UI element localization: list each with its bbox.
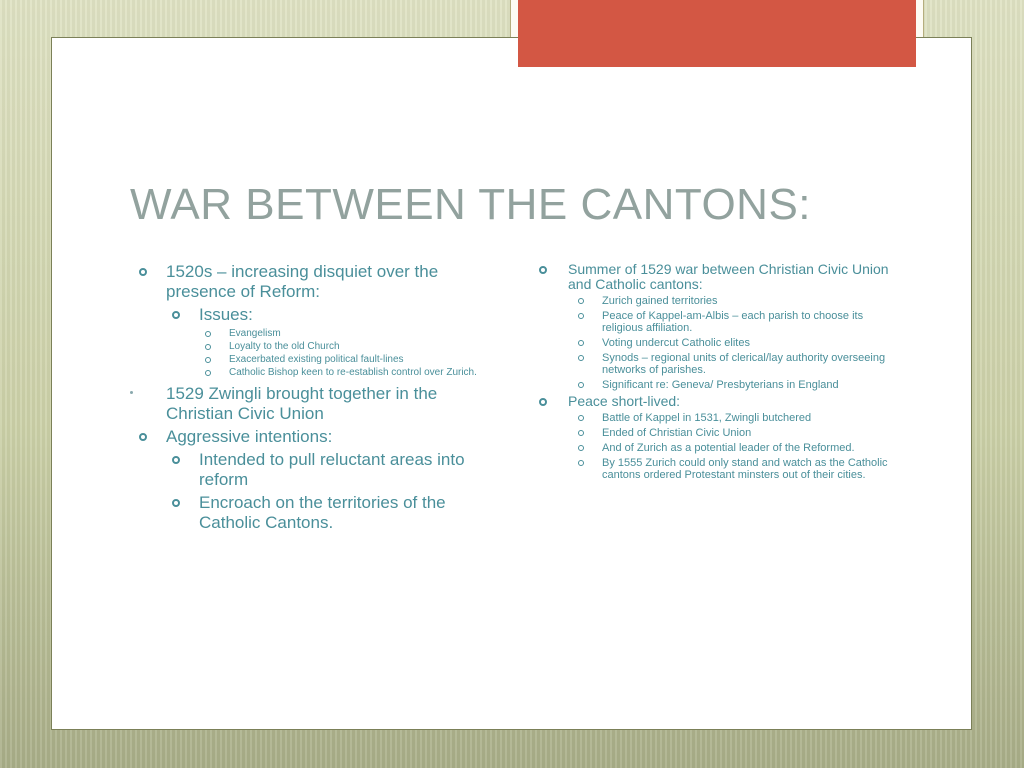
sub-bullet-item bbox=[536, 427, 896, 439]
sub-bullet-item bbox=[536, 442, 896, 454]
right-bullet-column bbox=[536, 262, 896, 484]
title-accent-bar bbox=[518, 0, 916, 67]
bullet-item bbox=[536, 394, 896, 409]
sub-sub-bullet-item bbox=[130, 367, 490, 378]
sub-bullet-item bbox=[536, 352, 896, 376]
bullet-text: Peace short-lived: bbox=[568, 393, 681, 409]
sub-bullet-item bbox=[536, 457, 896, 481]
ring-bullet-icon bbox=[539, 266, 547, 274]
bullet-item bbox=[130, 384, 490, 424]
bullet-text: Exacerbated existing political fault-lines bbox=[229, 354, 404, 365]
bullet-text: And of Zurich as a potential leader of the Reformed. bbox=[602, 442, 855, 454]
bullet-text: Intended to pull reluctant areas into reform bbox=[199, 450, 465, 489]
sub-sub-bullet-item bbox=[130, 354, 490, 365]
ring-bullet-icon bbox=[172, 499, 180, 507]
ring-bullet-icon bbox=[539, 398, 547, 406]
ring-bullet-icon bbox=[578, 313, 584, 319]
sub-bullet-item bbox=[130, 305, 490, 325]
bullet-text: Voting undercut Catholic elites bbox=[602, 337, 750, 349]
bullet-text: 1520s – increasing disquiet over the presence of Reform: bbox=[166, 262, 439, 301]
bullet-text: Summer of 1529 war between Christian Civic Union and Catholic cantons: bbox=[568, 261, 889, 292]
sub-sub-bullet-item bbox=[130, 328, 490, 339]
bullet-text: Synods – regional units of clerical/lay authority overseeing networks of parishes. bbox=[602, 352, 886, 376]
bullet-text: 1529 Zwingli brought together in the Christian Civic Union bbox=[166, 384, 438, 423]
ring-bullet-icon bbox=[205, 331, 211, 337]
bullet-text: Peace of Kappel-am-Albis – each parish to choose its religious affiliation. bbox=[602, 310, 864, 334]
left-bullet-column bbox=[130, 262, 490, 536]
ring-bullet-icon bbox=[139, 268, 147, 276]
bullet-text: Ended of Christian Civic Union bbox=[602, 427, 752, 439]
ring-bullet-icon bbox=[578, 460, 584, 466]
bullet-text: Catholic Bishop keen to re-establish control over Zurich. bbox=[229, 367, 477, 378]
ring-bullet-icon bbox=[578, 445, 584, 451]
ring-bullet-icon bbox=[578, 298, 584, 304]
bullet-text: Aggressive intentions: bbox=[166, 427, 333, 446]
sub-bullet-item bbox=[130, 493, 490, 533]
ring-bullet-icon bbox=[205, 357, 211, 363]
sub-bullet-item bbox=[536, 412, 896, 424]
sub-bullet-item bbox=[536, 295, 896, 307]
sub-bullet-item bbox=[130, 450, 490, 490]
ring-bullet-icon bbox=[205, 344, 211, 350]
bullet-text: Loyalty to the old Church bbox=[229, 341, 340, 352]
ring-bullet-icon bbox=[172, 311, 180, 319]
bullet-text: Battle of Kappel in 1531, Zwingli butchered bbox=[602, 412, 812, 424]
bullet-item bbox=[536, 262, 896, 292]
ring-bullet-icon bbox=[578, 430, 584, 436]
ring-bullet-icon bbox=[139, 433, 147, 441]
bullet-text: Significant re: Geneva/ Presbyterians in England bbox=[602, 379, 839, 391]
dot-bullet-icon bbox=[130, 391, 133, 394]
bullet-text: By 1555 Zurich could only stand and watch as the Catholic cantons ordered Protestant minsters out of their cities. bbox=[602, 457, 888, 481]
bullet-text: Issues: bbox=[199, 305, 253, 324]
ring-bullet-icon bbox=[578, 340, 584, 346]
slide-title: WAR BETWEEN THE CANTONS: bbox=[130, 180, 812, 229]
ring-bullet-icon bbox=[578, 415, 584, 421]
sub-bullet-item bbox=[536, 337, 896, 349]
sub-bullet-item bbox=[536, 310, 896, 334]
bullet-text: Zurich gained territories bbox=[602, 295, 718, 307]
ring-bullet-icon bbox=[205, 370, 211, 376]
ring-bullet-icon bbox=[172, 456, 180, 464]
bullet-text: Encroach on the territories of the Catholic Cantons. bbox=[199, 493, 446, 532]
bullet-item bbox=[130, 427, 490, 447]
bullet-item bbox=[130, 262, 490, 302]
ring-bullet-icon bbox=[578, 382, 584, 388]
sub-sub-bullet-item bbox=[130, 341, 490, 352]
sub-bullet-item bbox=[536, 379, 896, 391]
bullet-text: Evangelism bbox=[229, 328, 281, 339]
ring-bullet-icon bbox=[578, 355, 584, 361]
